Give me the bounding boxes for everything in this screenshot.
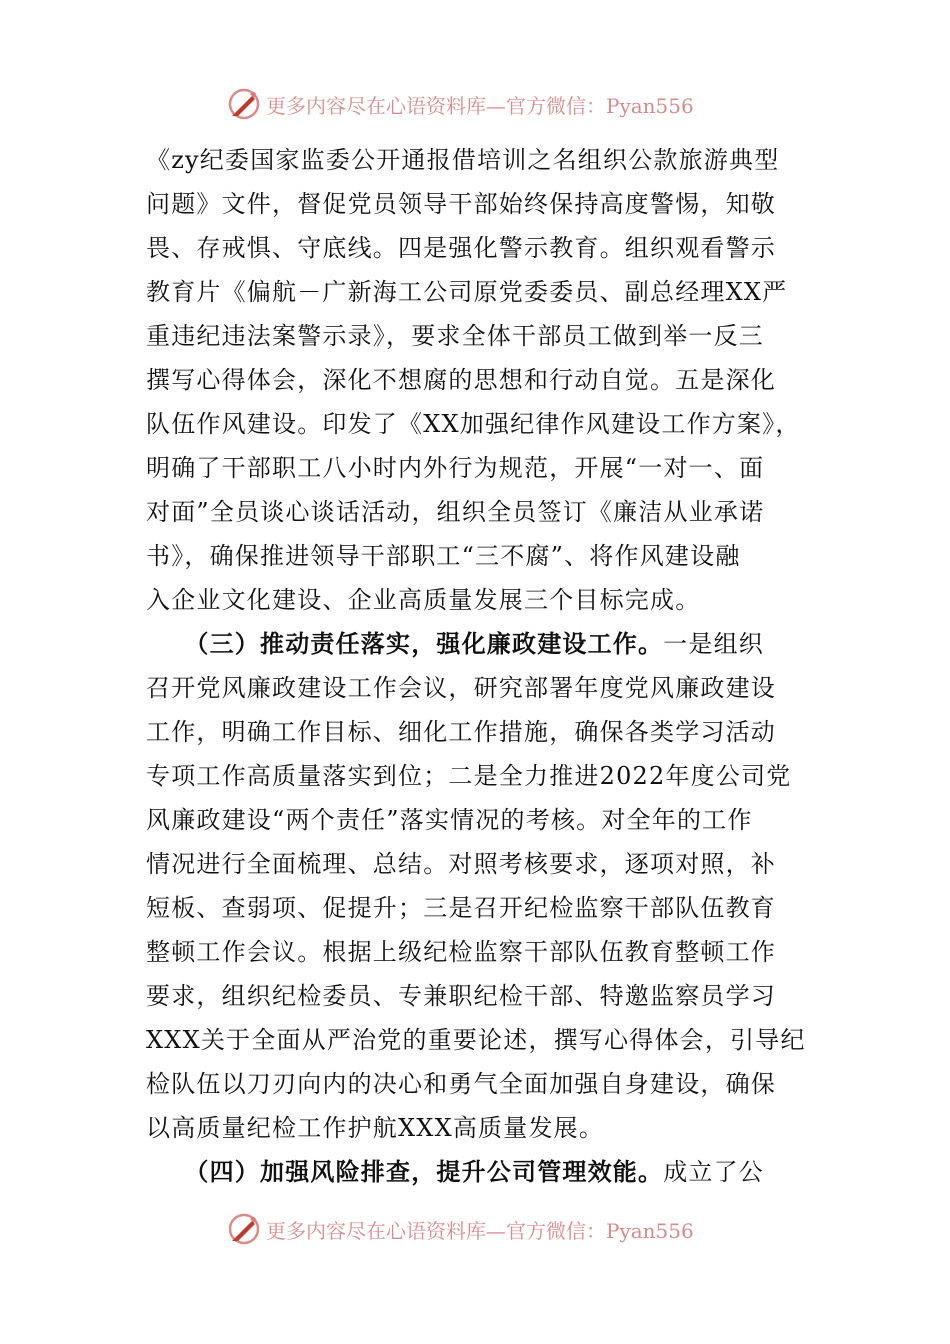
text-line [146, 358, 818, 402]
text-run: 队伍作风建设。印发了《XX加强纪律作风建设工作方案》， [146, 410, 801, 438]
text-line [146, 1150, 818, 1194]
text-line [146, 182, 818, 226]
section-heading: （四）加强风险排查，提升公司管理效能。 [146, 1157, 664, 1186]
text-run: 要求，组织纪检委员、专兼职纪检干部、特邀监察员学习 [146, 982, 776, 1010]
text-run: 以高质量纪检工作护航XXX高质量发展。 [146, 1114, 605, 1142]
text-line [146, 138, 818, 182]
text-run: 整顿工作会议。根据上级纪检监察干部队伍教育整顿工作 [146, 938, 776, 966]
text-run: 工作，明确工作目标、细化工作措施，确保各类学习活动 [146, 718, 776, 746]
text-line [146, 798, 818, 842]
text-line [146, 754, 818, 798]
text-line [146, 622, 818, 666]
text-run: 入企业文化建设、企业高质量发展三个目标完成。 [146, 586, 701, 614]
text-line [146, 974, 818, 1018]
text-line [146, 710, 818, 754]
text-line [146, 270, 818, 314]
section-heading: （三）推动责任落实，强化廉政建设工作。 [146, 629, 664, 658]
pen-logo-icon [226, 1211, 262, 1247]
text-run: 情况进行全面梳理、总结。对照考核要求，逐项对照，补 [146, 850, 776, 878]
watermark-text: 更多内容尽在心语资料库—官方微信：Pyan556 [266, 1218, 694, 1243]
text-line [146, 842, 818, 886]
text-run: 教育片《偏航－广新海工公司原党委委员、副总经理XX严 [146, 278, 788, 306]
text-run: 召开党风廉政建设工作会议，研究部署年度党风廉政建设 [146, 674, 776, 702]
pen-logo-icon [226, 86, 262, 122]
text-run: 检队伍以刀刃向内的决心和勇气全面加强自身建设，确保 [146, 1070, 776, 1098]
text-line [146, 402, 818, 446]
text-run: 短板、查弱项、促提升；三是召开纪检监察干部队伍教育 [146, 894, 776, 922]
text-run: 成立了公 [663, 1158, 765, 1186]
text-line [146, 490, 818, 534]
text-line [146, 1018, 818, 1062]
footer-watermark [226, 1211, 746, 1247]
text-run: 《zy纪委国家监委公开通报借培训之名组织公款旅游典型 [146, 146, 780, 174]
text-line [146, 666, 818, 710]
text-run: 明确了干部职工八小时内外行为规范，开展“一对一、面 [146, 454, 765, 482]
body-text [146, 138, 818, 1194]
text-run: 重违纪违法案警示录》，要求全体干部员工做到举一反三 [146, 322, 764, 350]
header-watermark [226, 86, 746, 122]
text-line [146, 314, 818, 358]
text-run: 问题》文件，督促党员领导干部始终保持高度警惕，知敬 [146, 190, 776, 218]
text-run: 一是组织 [663, 630, 765, 658]
text-line [146, 226, 818, 270]
text-line [146, 534, 818, 578]
text-line [146, 578, 818, 622]
text-run: 书》，确保推进领导干部职工“三不腐”、将作风建设融 [146, 542, 741, 570]
text-run: 风廉政建设“两个责任”落实情况的考核。对全年的工作 [146, 806, 753, 834]
text-run: 撰写心得体会，深化不想腐的思想和行动自觉。五是深化 [146, 366, 776, 394]
text-line [146, 930, 818, 974]
text-run: 对面”全员谈心谈话活动，组织全员签订《廉洁从业承诺 [146, 498, 765, 526]
text-line [146, 1106, 818, 1150]
text-run: XXX关于全面从严治党的重要论述，撰写心得体会，引导纪 [146, 1026, 806, 1054]
watermark-text: 更多内容尽在心语资料库—官方微信：Pyan556 [266, 93, 694, 118]
text-run: 专项工作高质量落实到位；二是全力推进2022年度公司党 [146, 762, 792, 790]
text-line [146, 1062, 818, 1106]
text-line [146, 886, 818, 930]
text-run: 畏、存戒惧、守底线。四是强化警示教育。组织观看警示 [146, 234, 776, 262]
text-line [146, 446, 818, 490]
